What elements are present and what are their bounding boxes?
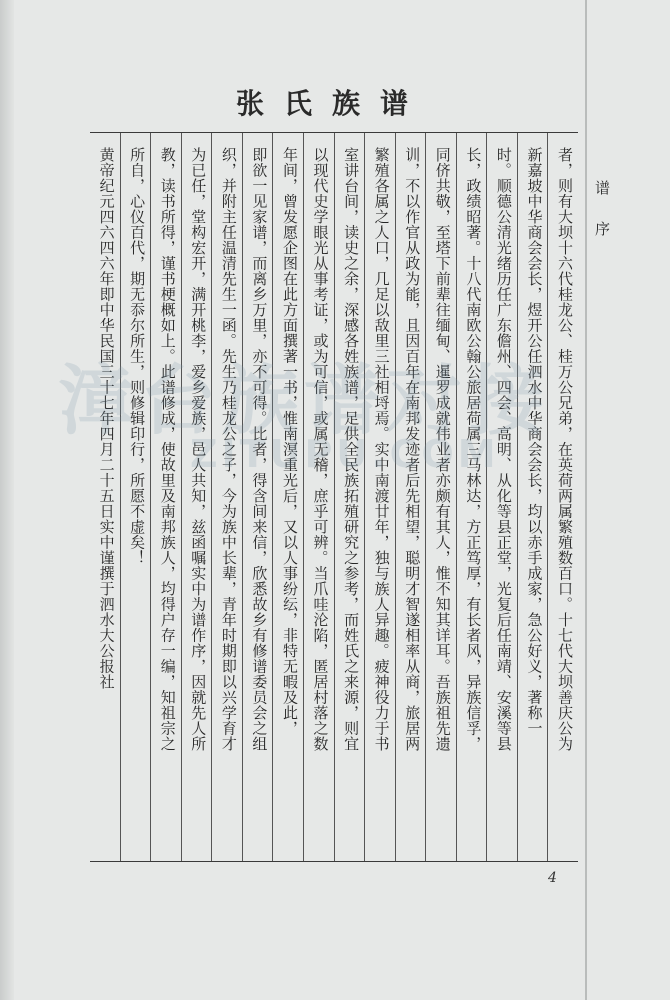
date-signature-column: 黄帝纪元四六四六年即中华民国三十七年四月二十五日实中谨撰于泗水大公报社 [97, 147, 116, 690]
text-columns [90, 133, 578, 861]
text-column: 以现代史学眼光从事考证，或为可信，或属无稽，庶乎可辨。当爪哇沦陷，匿居村落之数 [303, 133, 334, 861]
text-column: 织，并附主任温清先生一函。先生乃桂龙公之子，今为族中长辈，青年时期即以兴学育才 [211, 133, 242, 861]
text-column: 室讲台间，读史之余，深感各姓族谱，足供全民族拓殖研究之参考，而姓氏之来源，则宜 [334, 133, 365, 861]
text-column: 为已任，堂构宏开，满开桃李，爱乡爱族，邑人共知，兹函嘱实中为谱作序，因就先人所 [181, 133, 212, 861]
text-column: 同侪共敬，至塔下前辈往缅甸、暹罗成就伟业者亦颇有其人，惟不知其详耳。吾族祖先遗 [425, 133, 456, 861]
text-column: 长，政绩昭著。十八代南欧公翰公旅居荷属三马林达，方正笃厚，有长者风，异族信孚， [456, 133, 487, 861]
page-edge-shadow [0, 0, 14, 1000]
side-heading: 谱序 [593, 180, 611, 262]
text-column: 繁殖各属之人口，几足以敌里三社相埒焉。实中南渡廿年，独与族人异趣。疲神役力于书 [364, 133, 395, 861]
watermark-url: ZITUPU.COM [190, 432, 500, 476]
page-number: 4 [548, 870, 557, 886]
text-column: 所自，心仪百代，期无忝尔所生，则修辑印行，所愿不虚矣！ [120, 133, 151, 861]
page-title: 张氏族谱 [236, 87, 429, 120]
text-column: 新嘉坡中华商会会长，煜开公任泗水中华商会会长，均以赤手成家，急公好义，著称一 [517, 133, 548, 861]
text-column: 时。顺德公清光绪历任广东儋州、四会、高明、从化等县正堂，光复后任南靖、安溪等县 [486, 133, 517, 861]
watermark: 漳台族谱对接 [58, 356, 550, 445]
text-column: 即欲一见家谱，而离乡万里，亦不可得。比者，得含间来信，欣悉故乡有修谱委员会之组 [242, 133, 273, 861]
text-column: 年间，曾发愿企图在此方面撰著一书，惟南溟重光后，又以人事纷纭，非特无暇及此， [272, 133, 303, 861]
fold-line [585, 0, 587, 1000]
text-frame [90, 132, 578, 862]
text-column: 者，则有大坝十六代桂龙公、桂万公兄弟，在英荷两属繁殖数百口。十七代大坝善庆公为 [547, 133, 578, 861]
text-column: 训，不以作官从政为能，且因百年在南邦发迹者后先相望，聪明才智遂相率从商，旅居两 [395, 133, 426, 861]
text-column: 教，读书所得，谨书梗概如上。此谱修成，使故里及南邦族人，均得户存一编，知祖宗之 [150, 133, 181, 861]
